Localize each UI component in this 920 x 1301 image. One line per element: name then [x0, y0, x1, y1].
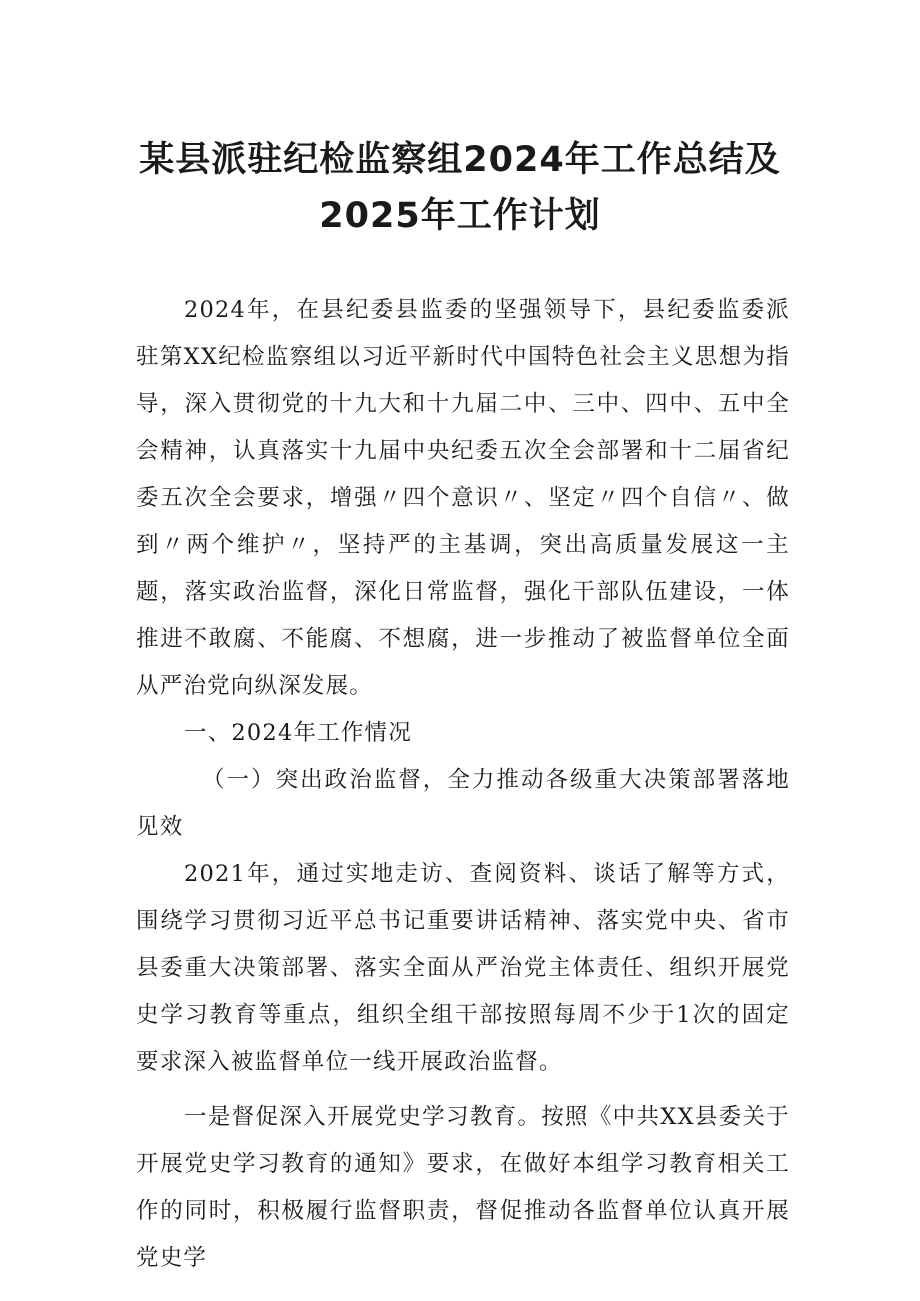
- section-heading: 一、2024年工作情况: [184, 720, 412, 746]
- intro-paragraph: 2024年，在县纪委县监委的坚强领导下，县纪委监委派驻第XX纪检监察组以习近平新时代中国特色社会主义思想为指导，深入贯彻党的十九大和十九届二中、三中、四中、五中全会精神，认真落实十九届中央纪委五次全会部署和十二届省纪委五次全会要求，增强〃四个意识〃、坚定〃四个自信〃、做到〃两个维护〃，坚持严的主基调，突出高质量发展这一主题，落实政治监督，深化日常监督，强化干部队伍建设，一体推进不敢腐、不能腐、不想腐，进一步推动了被监督单位全面从严治党向纵深发展。: [136, 297, 790, 699]
- document-title-line-1: 某县派驻纪检监察组2024年工作总结及: [139, 140, 781, 180]
- subsection-heading: （一）突出政治监督，全力推动各级重大决策部署落地见效: [136, 767, 790, 840]
- body-paragraph: 2021年，通过实地走访、查阅资料、谈话了解等方式，围绕学习贯彻习近平总书记重要讲话精神、落实党中央、省市县委重大决策部署、落实全面从严治党主体责任、组织开展党史学习教育等重点，组织全组干部按照每周不少于1次的固定要求深入被监督单位一线开展政治监督。: [136, 861, 790, 1075]
- document-body: [136, 287, 790, 1282]
- document-title-line-2: 2025年工作计划: [319, 196, 601, 236]
- body-paragraph: 一是督促深入开展党史学习教育。按照《中共XX县委关于开展党史学习教育的通知》要求，在做好本组学习教育相关工作的同时，积极履行监督职责，督促推动各监督单位认真开展党史学: [136, 1104, 790, 1271]
